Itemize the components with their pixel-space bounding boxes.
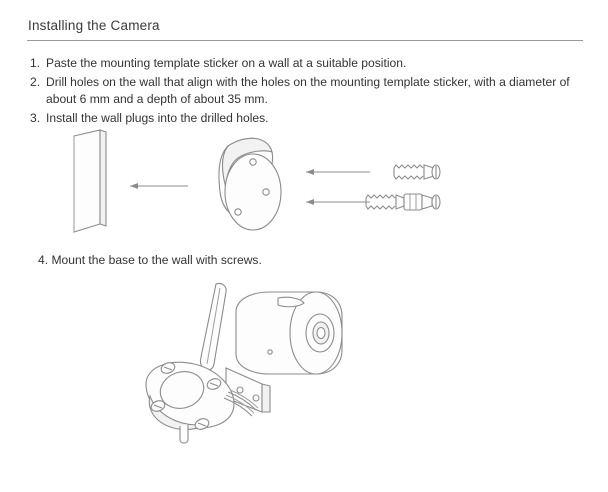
status-led xyxy=(268,350,272,354)
arrow-left-sticker-to-base xyxy=(130,183,188,189)
step4-text: 4. Mount the base to the wall with screws. xyxy=(38,253,262,267)
list-item xyxy=(26,74,582,109)
camera-base-bracket xyxy=(219,138,281,230)
list-item xyxy=(26,110,582,128)
camera-body xyxy=(236,292,342,374)
list-item xyxy=(26,55,582,73)
wall-plug-installation-diagram xyxy=(60,128,480,248)
step-text: Install the wall plugs into the drilled holes. xyxy=(46,110,269,125)
step-number: 3. xyxy=(30,110,41,125)
wall-plug-with-screw xyxy=(366,194,440,210)
antenna xyxy=(200,283,226,370)
title-divider xyxy=(27,40,583,41)
step-text: Paste the mounting template sticker on a wall at a suitable position. xyxy=(46,56,407,70)
steps-list xyxy=(26,55,582,127)
screw xyxy=(394,165,440,179)
step-text: Drill holes on the wall that align with the holes on the mounting template sticker, with a diameter of about 6 mm and a depth of about 35 mm. xyxy=(46,74,570,106)
step-number: 2. xyxy=(30,74,41,89)
mounting-template-sticker xyxy=(74,130,106,232)
arrow-left-base-to-screw-bottom xyxy=(306,199,370,205)
lens xyxy=(306,314,334,352)
step-number: 1. xyxy=(30,56,41,70)
page-title: Installing the Camera xyxy=(28,18,160,33)
arrow-left-base-to-screw-top xyxy=(306,169,370,175)
camera-mounted-on-base-diagram xyxy=(110,272,410,482)
base-plate xyxy=(146,361,234,443)
